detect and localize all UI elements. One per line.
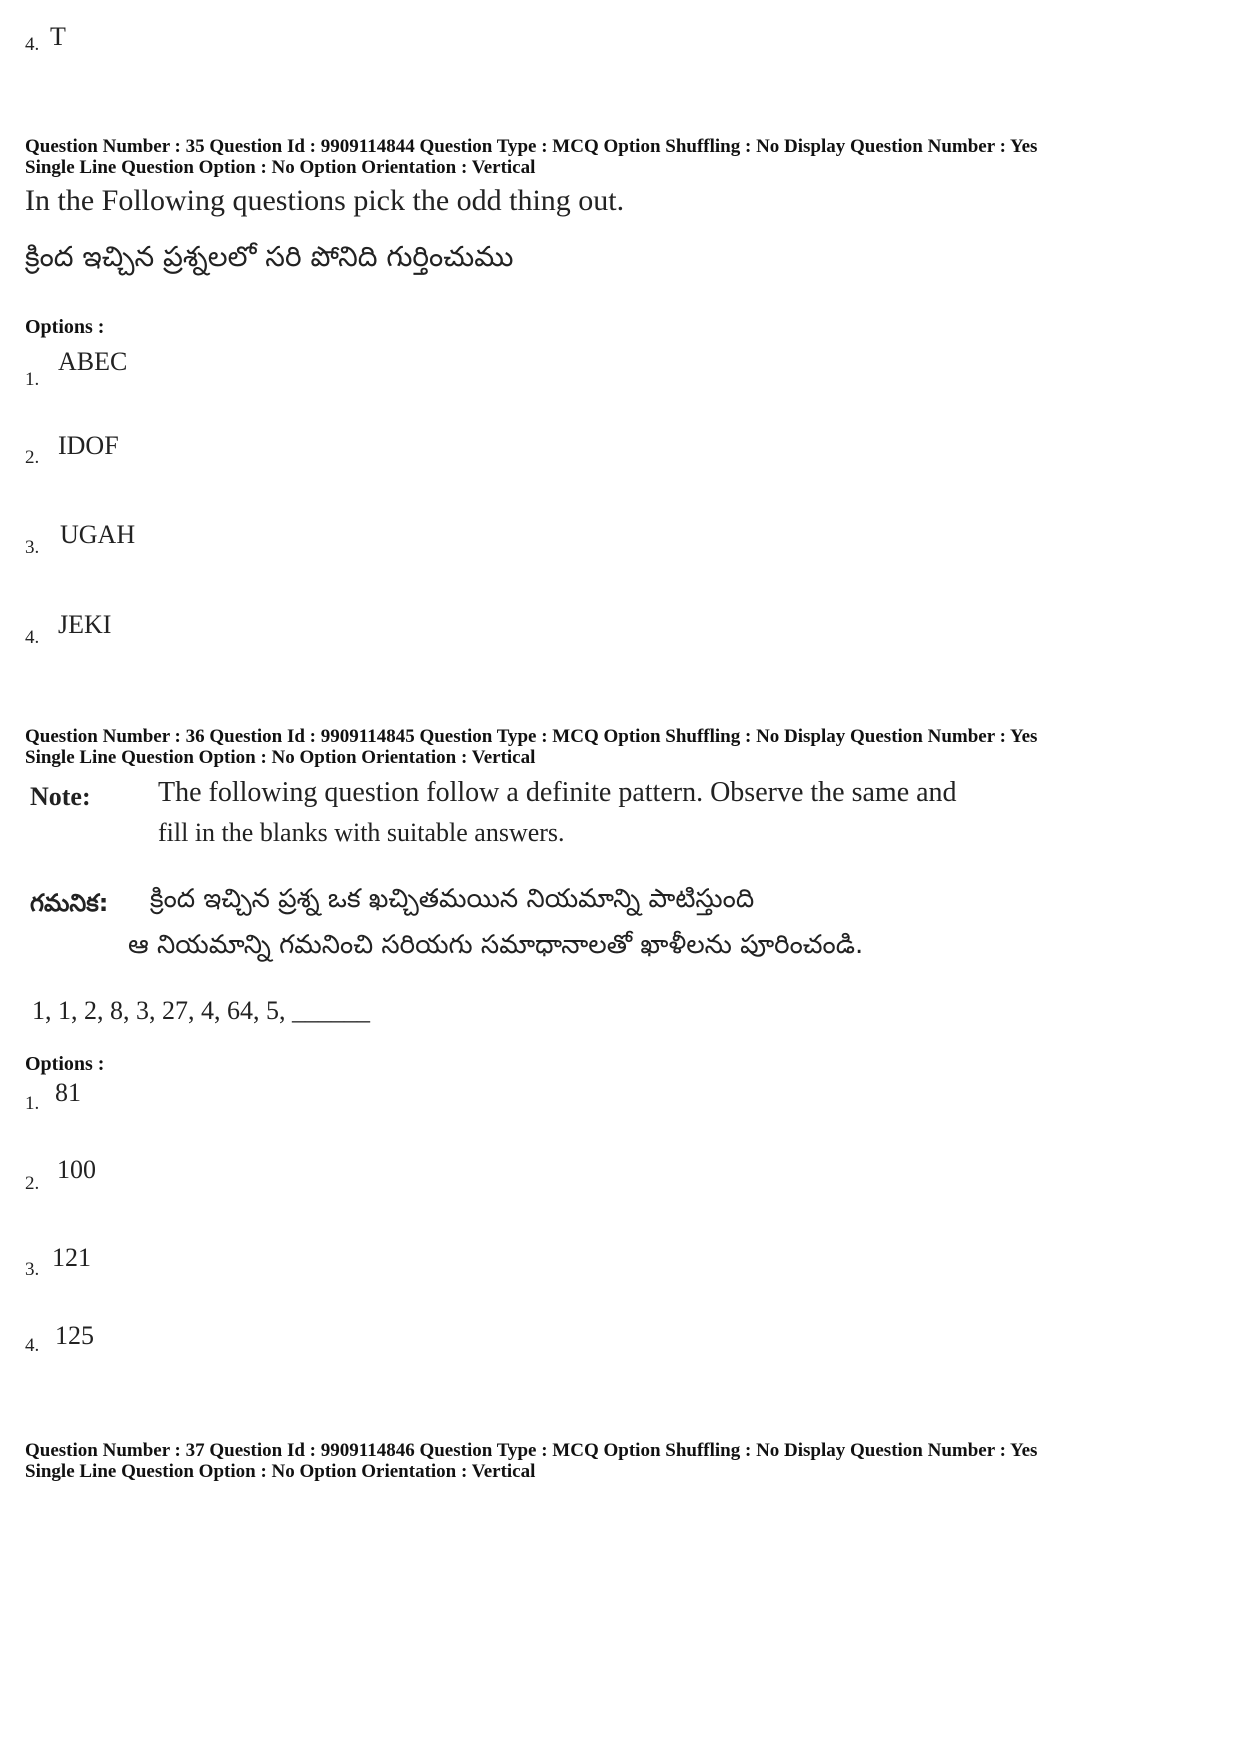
q36-meta-line1: Question Number : 36 Question Id : 9909114845 Question Type : MCQ Option Shuffling : No Display Question Number : Yes <box>25 726 1038 747</box>
q35-meta-line1: Question Number : 35 Question Id : 9909114844 Question Type : MCQ Option Shuffling : No Display Question Number : Yes <box>25 136 1038 157</box>
q36-telugu-line1: క్రింద ఇచ్చిన ప్రశ్న ఒక ఖచ్చితమయిన నియమాన్ని పాటిస్తుంది <box>150 884 755 914</box>
option-text: ABEC <box>58 347 128 376</box>
option-number: 2. <box>25 1173 40 1194</box>
option-number: 1. <box>25 369 40 390</box>
option-text: 121 <box>52 1243 91 1272</box>
option-number: 4. <box>25 1335 40 1356</box>
option-number: 1. <box>25 1093 40 1114</box>
q35-options-label: Options : <box>25 316 105 338</box>
option-number: 4. <box>25 627 40 648</box>
q36-meta-line2: Single Line Question Option : No Option Orientation : Vertical <box>25 747 536 768</box>
prev-option-number: 4. <box>25 34 40 55</box>
option-text: JEKI <box>58 610 112 639</box>
option-text: UGAH <box>60 520 136 549</box>
option-text: 81 <box>55 1078 81 1107</box>
option-text: 125 <box>55 1321 94 1350</box>
q35-question-telugu: క్రింద ఇచ్చిన ప్రశ్నలలో సరి పోనిది గుర్తించుము <box>25 240 514 273</box>
q36-sequence: 1, 1, 2, 8, 3, 27, 4, 64, 5, ______ <box>32 996 370 1025</box>
q36-telugu-label: గమనిక: <box>30 889 109 917</box>
prev-option-text: T <box>50 22 66 51</box>
q36-note-label: Note: <box>30 782 91 811</box>
q36-note-line1: The following question follow a definite pattern. Observe the same and <box>158 777 957 808</box>
q37-meta-line2: Single Line Question Option : No Option Orientation : Vertical <box>25 1461 536 1482</box>
q36-options-label: Options : <box>25 1053 105 1075</box>
option-text: 100 <box>57 1155 96 1184</box>
q35-meta-line2: Single Line Question Option : No Option Orientation : Vertical <box>25 157 536 178</box>
q37-meta-line1: Question Number : 37 Question Id : 9909114846 Question Type : MCQ Option Shuffling : No Display Question Number : Yes <box>25 1440 1038 1461</box>
option-number: 3. <box>25 1259 40 1280</box>
option-text: IDOF <box>58 431 119 460</box>
q36-note-line2: fill in the blanks with suitable answers. <box>158 818 565 847</box>
option-number: 3. <box>25 537 40 558</box>
q36-telugu-line2: ఆ నియమాన్ని గమనించి సరియగు సమాధానాలతో ఖాళీలను పూరించండి. <box>128 930 864 960</box>
q35-question-english: In the Following questions pick the odd thing out. <box>25 184 625 217</box>
option-number: 2. <box>25 447 40 468</box>
